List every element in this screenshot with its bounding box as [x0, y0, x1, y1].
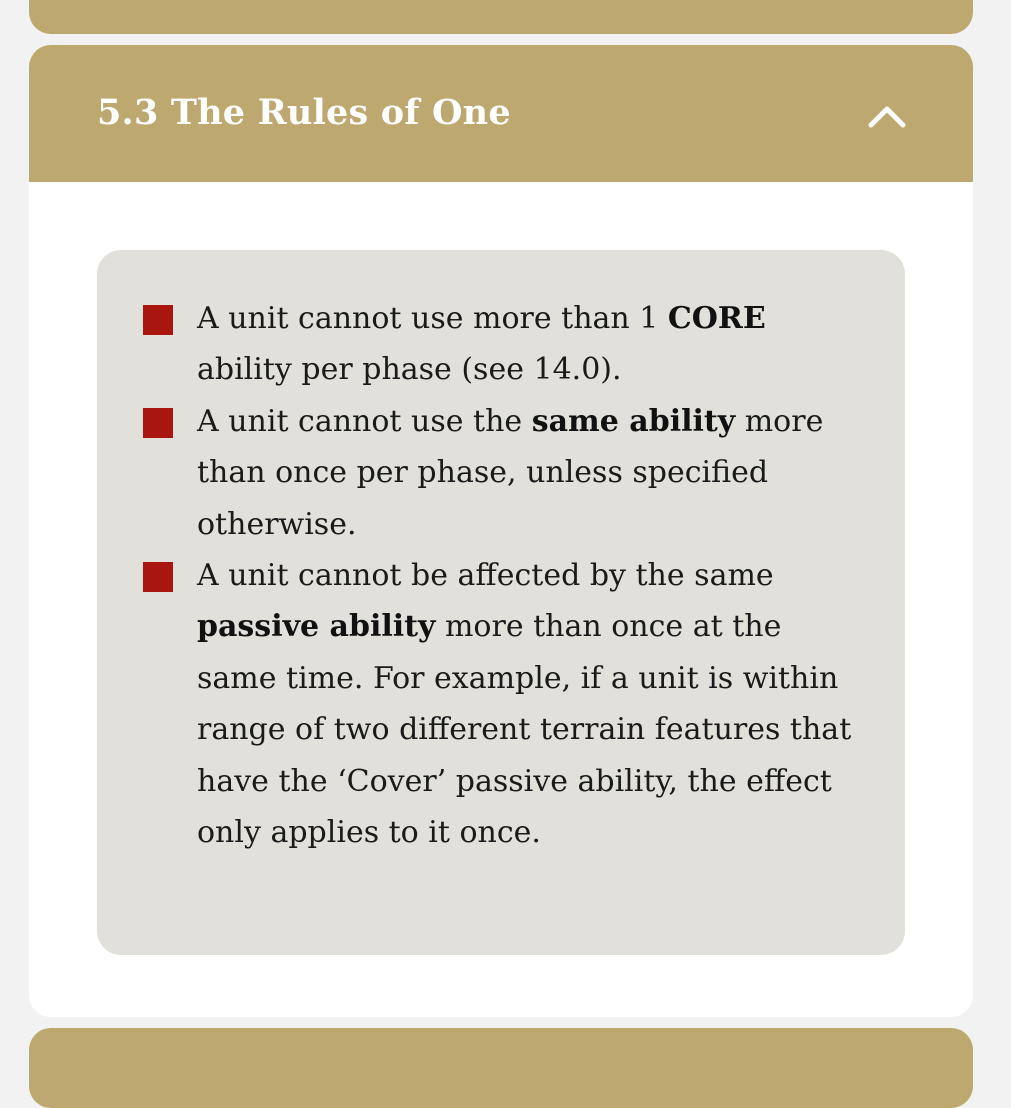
previous-section-header[interactable]: [29, 0, 973, 34]
square-bullet-icon: [143, 408, 173, 438]
section-header[interactable]: [29, 45, 973, 182]
square-bullet-icon: [143, 562, 173, 592]
rule-item: [143, 550, 863, 858]
rule-text: A unit cannot use the same ability more than once per phase, unless specified otherwise.: [197, 403, 824, 542]
rule-item: [143, 396, 863, 550]
rules-of-one-section: [29, 45, 973, 1017]
chevron-up-icon[interactable]: [865, 95, 909, 135]
rule-text: A unit cannot use more than 1 CORE ability per phase (see 14.0).: [197, 301, 766, 388]
rule-text: A unit cannot be affected by the same passive ability more than once at the same time. For example, if a unit is within range of two different terrain features that have the ‘Cover’ passive ability, the effect only applies to it once.: [197, 558, 852, 851]
section-title: 5.3 The Rules of One: [97, 92, 511, 133]
square-bullet-icon: [143, 305, 173, 335]
rule-item: [143, 293, 863, 396]
rules-panel: [97, 250, 905, 955]
next-section-header[interactable]: [29, 1028, 973, 1108]
rules-list: [143, 293, 863, 858]
